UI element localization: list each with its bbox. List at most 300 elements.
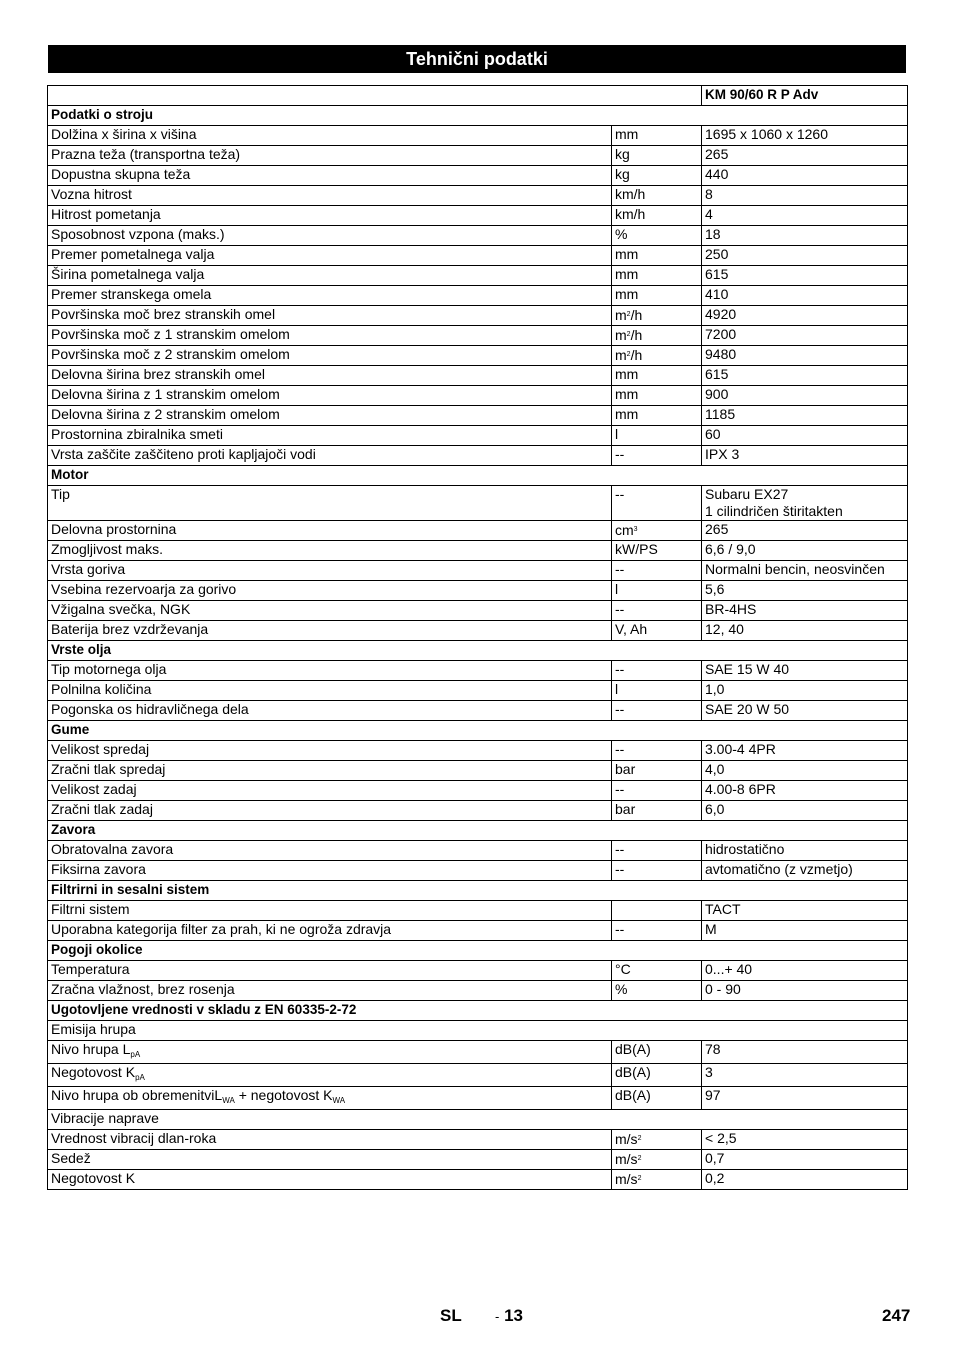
spec-value <box>702 1130 908 1150</box>
unit-text: -- <box>615 561 625 577</box>
spec-value <box>702 346 908 366</box>
label-text: Vsebina rezervoarja za gorivo <box>51 581 237 597</box>
value-text: 265 <box>705 146 729 162</box>
unit-text: kg <box>615 146 630 162</box>
spec-value <box>702 1150 908 1170</box>
label-text: Temperatura <box>51 961 130 977</box>
spec-unit <box>612 541 702 561</box>
spec-label <box>48 621 612 641</box>
spec-label <box>48 326 612 346</box>
spec-label <box>48 521 612 541</box>
spec-value <box>702 306 908 326</box>
unit-text: -- <box>615 921 625 937</box>
label-text: Polnilna količina <box>51 681 152 697</box>
spec-label <box>48 366 612 386</box>
table-row <box>48 306 908 326</box>
unit-superscript: 2 <box>637 1135 642 1142</box>
label-text: Hitrost pometanja <box>51 206 161 222</box>
unit-text: kg <box>615 166 630 182</box>
spec-label <box>48 661 612 681</box>
spec-unit <box>612 266 702 286</box>
table-row <box>48 801 908 821</box>
spec-value <box>702 621 908 641</box>
label-text: Zračni tlak zadaj <box>51 801 153 817</box>
unit-text: -- <box>615 781 625 797</box>
value-text: 900 <box>705 386 729 402</box>
spec-value <box>702 1064 908 1087</box>
label-text: Pogonska os hidravličnega dela <box>51 701 249 717</box>
label-text: Nivo hrupa L <box>51 1041 131 1057</box>
footer-dash: - <box>495 1309 500 1324</box>
table-row <box>48 781 908 801</box>
value-text: 18 <box>705 226 721 242</box>
spec-unit <box>612 601 702 621</box>
unit-text: -- <box>615 861 625 877</box>
spec-unit <box>612 326 702 346</box>
value-text: 3 <box>705 1064 713 1080</box>
spec-label <box>48 841 612 861</box>
table-row <box>48 601 908 621</box>
label-text: Delovna prostornina <box>51 521 177 537</box>
label-text: Velikost zadaj <box>51 781 137 797</box>
spec-value <box>702 861 908 881</box>
spec-label <box>48 801 612 821</box>
table-row <box>48 426 908 446</box>
spec-value <box>702 166 908 186</box>
spec-value <box>702 581 908 601</box>
table-row <box>48 961 908 981</box>
unit-text: dB(A) <box>615 1087 651 1103</box>
spec-unit <box>612 226 702 246</box>
value-text: hidrostatično <box>705 841 785 857</box>
spec-value <box>702 266 908 286</box>
spec-value <box>702 426 908 446</box>
unit-text: kW/PS <box>615 541 658 557</box>
spec-label <box>48 1064 612 1087</box>
table-row <box>48 1170 908 1190</box>
subsection-label: Vibracije naprave <box>48 1110 908 1130</box>
table-row <box>48 346 908 366</box>
unit-text: -- <box>615 486 625 502</box>
table-row <box>48 901 908 921</box>
table-row <box>48 761 908 781</box>
spec-label <box>48 861 612 881</box>
spec-unit <box>612 206 702 226</box>
subsection-label: Emisija hrupa <box>48 1021 908 1041</box>
label-text: Nivo hrupa ob obremenitviL <box>51 1087 223 1103</box>
header-empty-cell <box>48 86 702 106</box>
footer-page-number: 247 <box>882 1306 911 1325</box>
value-text: 4,0 <box>705 761 725 777</box>
spec-label <box>48 901 612 921</box>
section-heading: Zavora <box>48 821 908 841</box>
label-text: Vozna hitrost <box>51 186 132 202</box>
unit-superscript: 2 <box>637 1155 642 1162</box>
label-text: Premer stranskega omela <box>51 286 212 302</box>
label-text: Dopustna skupna teža <box>51 166 191 182</box>
spec-unit <box>612 1064 702 1087</box>
spec-label <box>48 386 612 406</box>
unit-text: l <box>615 681 619 697</box>
value-text: 12, 40 <box>705 621 744 637</box>
spec-value <box>702 386 908 406</box>
value-text: 3.00-4 4PR <box>705 741 776 757</box>
unit-text: km/h <box>615 186 646 202</box>
value-text: 410 <box>705 286 729 302</box>
spec-unit <box>612 1130 702 1150</box>
unit-text: mm <box>615 286 639 302</box>
table-row <box>48 326 908 346</box>
value-text: 250 <box>705 246 729 262</box>
section-row <box>48 941 908 961</box>
section-row <box>48 881 908 901</box>
table-row <box>48 741 908 761</box>
label-text: Sedež <box>51 1150 91 1166</box>
spec-label <box>48 246 612 266</box>
unit-text: m/s <box>615 1131 638 1147</box>
spec-unit <box>612 681 702 701</box>
spec-value <box>702 681 908 701</box>
value-text: 1695 x 1060 x 1260 <box>705 126 828 142</box>
table-row <box>48 1130 908 1150</box>
value-text: 4.00-8 6PR <box>705 781 776 797</box>
spec-label <box>48 406 612 426</box>
spec-value <box>702 661 908 681</box>
value-text: 9480 <box>705 346 737 362</box>
value-text: 4 <box>705 206 713 222</box>
table-row <box>48 126 908 146</box>
label-text: Površinska moč z 2 stranskim omelom <box>51 346 290 362</box>
table-row <box>48 541 908 561</box>
table-row <box>48 186 908 206</box>
spec-value <box>702 206 908 226</box>
spec-value <box>702 146 908 166</box>
unit-superscript: 2 <box>626 351 631 358</box>
spec-value <box>702 226 908 246</box>
spec-label <box>48 581 612 601</box>
section-heading: Filtrirni in sesalni sistem <box>48 881 908 901</box>
unit-text: mm <box>615 386 639 402</box>
spec-unit <box>612 801 702 821</box>
table-row <box>48 1087 908 1110</box>
label-text: Prostornina zbiralnika smeti <box>51 426 223 442</box>
unit-suffix: /h <box>630 327 643 343</box>
value-text: 0 - 90 <box>705 981 741 997</box>
unit-text: m <box>615 347 627 363</box>
spec-label <box>48 486 612 521</box>
value-text: TACT <box>705 901 741 917</box>
label-text: Baterija brez vzdrževanja <box>51 621 209 637</box>
spec-value <box>702 921 908 941</box>
label-text: Vrsta goriva <box>51 561 126 577</box>
label-text: Vrednost vibracij dlan-roka <box>51 1130 217 1146</box>
spec-unit <box>612 761 702 781</box>
label-subscript: WA <box>222 1096 235 1105</box>
unit-text: -- <box>615 741 625 757</box>
table-row <box>48 166 908 186</box>
table-row <box>48 246 908 266</box>
spec-label <box>48 306 612 326</box>
value-text: 0,2 <box>705 1170 725 1186</box>
table-row <box>48 266 908 286</box>
value-text: 8 <box>705 186 713 202</box>
section-row <box>48 721 908 741</box>
label-subscript: WA <box>332 1096 346 1105</box>
spec-label <box>48 561 612 581</box>
table-row <box>48 366 908 386</box>
spec-unit <box>612 126 702 146</box>
value-text: 60 <box>705 426 721 442</box>
spec-value <box>702 961 908 981</box>
section-row <box>48 641 908 661</box>
spec-label <box>48 1041 612 1064</box>
spec-label <box>48 186 612 206</box>
table-row <box>48 861 908 881</box>
label-text: Tip <box>51 486 70 502</box>
spec-value <box>702 781 908 801</box>
spec-value <box>702 561 908 581</box>
spec-value <box>702 761 908 781</box>
unit-text: mm <box>615 406 639 422</box>
spec-value <box>702 521 908 541</box>
table-row <box>48 1064 908 1087</box>
section-row <box>48 466 908 486</box>
footer-language: SL <box>440 1306 462 1325</box>
value-text: 1,0 <box>705 681 725 697</box>
spec-label <box>48 126 612 146</box>
unit-suffix: /h <box>630 307 643 323</box>
unit-text: m/s <box>615 1171 638 1187</box>
label-text: Negotovost K <box>51 1064 136 1080</box>
table-row <box>48 386 908 406</box>
spec-unit <box>612 426 702 446</box>
spec-label <box>48 346 612 366</box>
unit-text: V, Ah <box>615 621 648 637</box>
spec-table <box>47 85 908 1190</box>
spec-unit <box>612 661 702 681</box>
table-row <box>48 1041 908 1064</box>
spec-value <box>702 186 908 206</box>
page-title: Tehnični podatki <box>48 45 906 73</box>
unit-superscript: 2 <box>626 311 631 318</box>
section-row <box>48 106 908 126</box>
section-heading: Podatki o stroju <box>48 106 908 126</box>
section-row <box>48 1001 908 1021</box>
table-row <box>48 561 908 581</box>
value-text: < 2,5 <box>705 1130 737 1146</box>
spec-value <box>702 1087 908 1110</box>
table-header-row <box>48 86 908 106</box>
unit-text: -- <box>615 601 625 617</box>
unit-text: dB(A) <box>615 1041 651 1057</box>
label-text: Velikost spredaj <box>51 741 150 757</box>
spec-unit <box>612 621 702 641</box>
table-row <box>48 446 908 466</box>
spec-label <box>48 921 612 941</box>
spec-unit <box>612 861 702 881</box>
spec-value <box>702 981 908 1001</box>
unit-text: mm <box>615 126 639 142</box>
spec-label <box>48 166 612 186</box>
table-row <box>48 841 908 861</box>
spec-value <box>702 701 908 721</box>
value-text: 97 <box>705 1087 721 1103</box>
spec-label <box>48 781 612 801</box>
spec-value <box>702 406 908 426</box>
table-row <box>48 146 908 166</box>
spec-unit <box>612 446 702 466</box>
label-text: Zmogljivost maks. <box>51 541 164 557</box>
spec-unit <box>612 1170 702 1190</box>
label-text: Zračna vlažnost, brez rosenja <box>51 981 235 997</box>
section-row <box>48 821 908 841</box>
model-name: KM 90/60 R P Adv <box>702 86 908 106</box>
unit-text: bar <box>615 801 636 817</box>
spec-unit <box>612 961 702 981</box>
value-text: 440 <box>705 166 729 182</box>
table-row <box>48 701 908 721</box>
spec-label <box>48 741 612 761</box>
section-heading: Ugotovljene vrednosti v skladu z EN 60335-2-72 <box>48 1001 908 1021</box>
value-text: Normalni bencin, neosvinčen <box>705 561 885 577</box>
label-text: Prazna teža (transportna teža) <box>51 146 241 162</box>
spec-unit <box>612 921 702 941</box>
spec-value <box>702 901 908 921</box>
unit-text: l <box>615 581 619 597</box>
table-row <box>48 921 908 941</box>
spec-value <box>702 841 908 861</box>
spec-label <box>48 426 612 446</box>
spec-label <box>48 1170 612 1190</box>
unit-text: l <box>615 426 619 442</box>
value-text: 7200 <box>705 326 737 342</box>
spec-label <box>48 981 612 1001</box>
value-text: 6,6 / 9,0 <box>705 541 756 557</box>
label-text: Obratovalna zavora <box>51 841 174 857</box>
label-text: Površinska moč brez stranskih omel <box>51 306 276 322</box>
spec-value <box>702 286 908 306</box>
value-text: 4920 <box>705 306 737 322</box>
spec-unit <box>612 146 702 166</box>
unit-superscript: 3 <box>633 526 638 533</box>
spec-unit <box>612 166 702 186</box>
value-text: SAE 20 W 50 <box>705 701 790 717</box>
unit-superscript: 2 <box>626 331 631 338</box>
label-text-continued: + negotovost K <box>234 1087 333 1103</box>
spec-value <box>702 541 908 561</box>
spec-value <box>702 601 908 621</box>
unit-text: bar <box>615 761 636 777</box>
spec-unit <box>612 701 702 721</box>
label-text: Uporabna kategorija filter za prah, ki ne ogroža zdravja <box>51 921 392 937</box>
unit-text: -- <box>615 841 625 857</box>
table-row <box>48 981 908 1001</box>
spec-unit <box>612 186 702 206</box>
unit-text: mm <box>615 366 639 382</box>
section-heading: Vrste olja <box>48 641 908 661</box>
spec-value <box>702 246 908 266</box>
label-text: Tip motornega olja <box>51 661 167 677</box>
unit-text: -- <box>615 661 625 677</box>
unit-text: mm <box>615 246 639 262</box>
spec-unit <box>612 1087 702 1110</box>
spec-label <box>48 266 612 286</box>
spec-label <box>48 541 612 561</box>
label-text: Delovna širina z 2 stranskim omelom <box>51 406 280 422</box>
table-row <box>48 406 908 426</box>
label-text: Sposobnost vzpona (maks.) <box>51 226 225 242</box>
label-text: Širina pometalnega valja <box>51 266 205 282</box>
label-text: Delovna širina z 1 stranskim omelom <box>51 386 280 402</box>
label-subscript: pA <box>130 1050 141 1059</box>
label-subscript: pA <box>135 1073 145 1082</box>
spec-label <box>48 601 612 621</box>
table-row <box>48 1150 908 1170</box>
section-heading: Pogoji okolice <box>48 941 908 961</box>
table-row <box>48 286 908 306</box>
label-text: Negotovost K <box>51 1170 136 1186</box>
label-text: Delovna širina brez stranskih omel <box>51 366 265 382</box>
spec-unit <box>612 386 702 406</box>
spec-unit <box>612 246 702 266</box>
table-row <box>48 681 908 701</box>
spec-unit <box>612 1150 702 1170</box>
value-text: IPX 3 <box>705 446 740 462</box>
spec-unit <box>612 306 702 326</box>
unit-text: mm <box>615 266 639 282</box>
label-text: Vrsta zaščite zaščiteno proti kapljajoči vodi <box>51 446 316 462</box>
spec-label <box>48 961 612 981</box>
unit-text: m/s <box>615 1151 638 1167</box>
label-text: Dolžina x širina x višina <box>51 126 197 142</box>
spec-unit <box>612 286 702 306</box>
value-text: avtomatično (z vzmetjo) <box>705 861 853 877</box>
table-row <box>48 1110 908 1130</box>
value-text: 0...+ 40 <box>705 961 753 977</box>
unit-text: % <box>615 981 628 997</box>
value-text: 0,7 <box>705 1150 725 1166</box>
spec-label <box>48 446 612 466</box>
value-text: 615 <box>705 266 729 282</box>
spec-value <box>702 801 908 821</box>
table-row <box>48 486 908 521</box>
spec-unit <box>612 841 702 861</box>
value-text: 265 <box>705 521 729 537</box>
table-row <box>48 521 908 541</box>
section-heading: Motor <box>48 466 908 486</box>
spec-value <box>702 741 908 761</box>
spec-unit <box>612 1041 702 1064</box>
spec-unit <box>612 366 702 386</box>
spec-value <box>702 486 908 521</box>
label-text: Površinska moč z 1 stranskim omelom <box>51 326 290 342</box>
footer-page-local-number: 13 <box>504 1306 523 1325</box>
spec-unit <box>612 346 702 366</box>
table-row <box>48 1021 908 1041</box>
spec-value <box>702 326 908 346</box>
value-text-line2: 1 cilindričen štiritakten <box>705 503 843 519</box>
section-heading: Gume <box>48 721 908 741</box>
value-text: 5,6 <box>705 581 725 597</box>
spec-label <box>48 761 612 781</box>
unit-text: dB(A) <box>615 1064 651 1080</box>
table-row <box>48 206 908 226</box>
label-text: Fiksirna zavora <box>51 861 146 877</box>
spec-label <box>48 286 612 306</box>
unit-text: m <box>615 327 627 343</box>
spec-label <box>48 1130 612 1150</box>
unit-text: % <box>615 226 628 242</box>
